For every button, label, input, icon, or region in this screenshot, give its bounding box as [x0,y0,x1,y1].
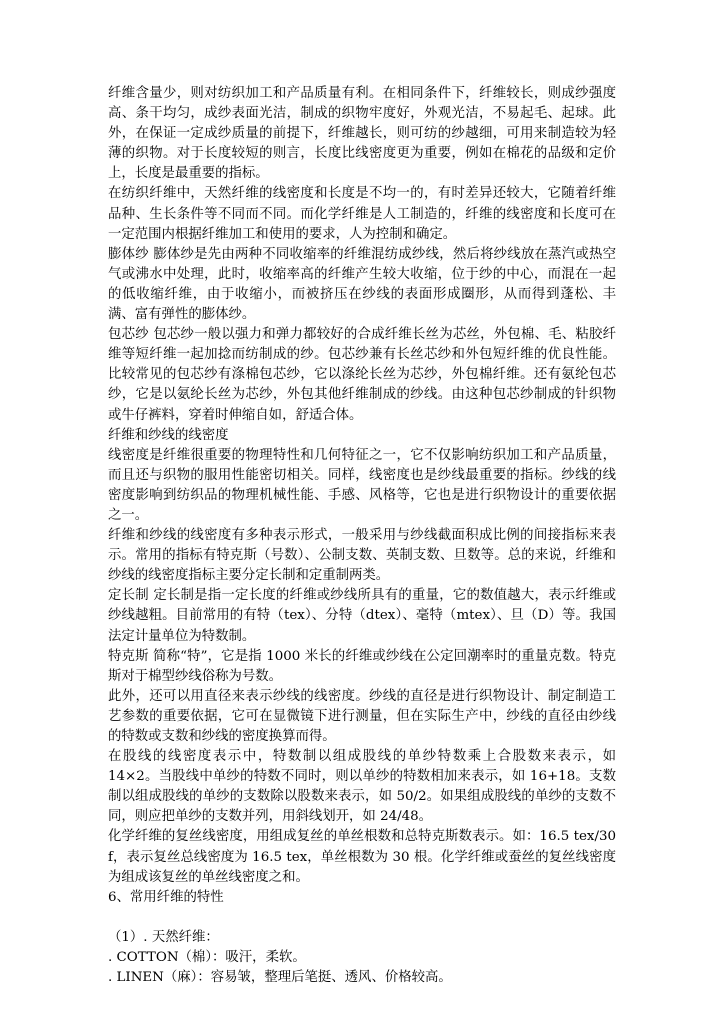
section-heading-fiber-properties: 6、常用纤维的特性 [108,889,224,905]
list-heading-natural-fibers: （1）. 天然纤维： [108,929,219,945]
list-item-cotton: . COTTON（棉）：吸汗，柔软。 [108,949,306,965]
paragraph-core-spun-yarn: 包芯纱 包芯纱一般以强力和弹力都较好的合成纤维长丝为芯丝，外包棉、毛、粘胶纤维等短纤维一起加捻而纺制成的纱。包芯纱兼有长丝芯纱和外包短纤维的优良性能。比较常见的包芯纱有涤棉包芯纱，它以涤纶长丝为芯纱，外包棉纤维。还有氨纶包芯纱，它是以氨纶长丝为芯纱，外包其他纤维制成的纱线。由这种包芯纱制成的针织物或牛仔裤料，穿着时伸缩自如，舒适合体。 [108,327,616,423]
paragraph-fiber-uniformity: 在纺织纤维中，天然纤维的线密度和长度是不均一的，有时差异还较大，它随着纤维品种、生长条件等不同而不同。而化学纤维是人工制造的，纤维的线密度和长度可在一定范围内根据纤维加工和使用的要求，人为控制和确定。 [108,186,616,242]
paragraph-bulky-yarn: 膨体纱 膨体纱是先由两种不同收缩率的纤维混纺成纱线，然后将纱线放在蒸汽或热空气或沸水中处理，此时，收缩率高的纤维产生较大收缩，位于纱的中心，而混在一起的低收缩纤维，由于收缩小，而被挤压在纱线的表面形成圈形，从而得到蓬松、丰满、富有弹性的膨体纱。 [108,246,616,323]
paragraph-linear-density-forms: 纤维和纱线的线密度有多种表示形式，一般采用与纱线截面积成比例的间接指标来表示。常用的指标有特克斯（号数）、公制支数、英制支数、旦数等。总的来说，纤维和纱线的线密度指标主要分定长制和定重制两类。 [108,528,616,584]
paragraph-multifilament: 化学纤维的复丝线密度，用组成复丝的单丝根数和总特克斯数表示。如：16.5 tex/30 f，表示复丝总线密度为 16.5 tex，单丝根数为 30 根。化学纤维或蚕丝的复丝线密度为组成该复丝的单丝线密度之和。 [108,829,616,885]
paragraph-fiber-length: 纤维含量少，则对纺织加工和产品质量有利。在相同条件下，纤维较长，则成纱强度高、条干均匀，成纱表面光洁，制成的织物牢度好，外观光洁，不易起毛、起球。此外，在保证一定成纱质量的前提下，纤维越长，则可纺的纱越细，可用来制造较为轻薄的织物。对于长度较短的则言，长度比线密度更为重要，例如在棉花的品级和定价上，长度是最重要的指标。 [108,86,616,182]
paragraph-linear-density-intro: 线密度是纤维很重要的物理特性和几何特征之一，它不仅影响纺织加工和产品质量，而且还与织物的服用性能密切相关。同样，线密度也是纱线最重要的指标。纱线的线密度影响到纺织品的物理机械性能、手感、风格等，它也是进行织物设计的重要依据之一。 [108,447,616,523]
paragraph-tex-definition: 特克斯 简称“特”，它是指 1000 米长的纤维或纱线在公定回潮率时的重量克数。特克斯对于棉型纱线俗称为号数。 [108,648,616,684]
section-heading-linear-density: 纤维和纱线的线密度 [108,427,229,443]
list-item-linen: . LINEN（麻）：容易皱，整理后笔挺、透风、价格较高。 [108,970,452,986]
paragraph-ply-yarn: 在股线的线密度表示中，特数制以组成股线的单纱特数乘上合股数来表示，如 14×2。当股线中单纱的特数不同时，则以单纱的特数相加来表示，如 16+18。支数制以组成股线的单纱的支数除以股数来表示，如 50/2。如果组成股线的单纱的支数不同，则应把单纱的支数并列，用斜线划开，如 24/48。 [108,749,616,825]
paragraph-diameter: 此外，还可以用直径来表示纱线的线密度。纱线的直径是进行织物设计、制定制造工艺参数的重要依据，它可在显微镜下进行测量，但在实际生产中，纱线的直径由纱线的特数或支数和纱线的密度换算而得。 [108,688,616,744]
blank-line [108,908,616,928]
document-body [108,84,616,988]
paragraph-fixed-length-system: 定长制 定长制是指一定长度的纤维或纱线所具有的重量，它的数值越大，表示纤维或纱线越粗。目前常用的有特（tex）、分特（dtex）、毫特（mtex）、旦（D）等。我国法定计量单位为特数制。 [108,588,616,644]
